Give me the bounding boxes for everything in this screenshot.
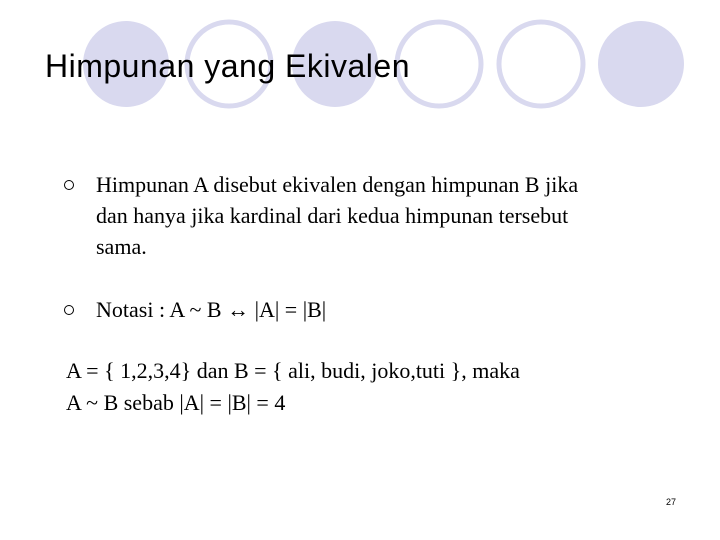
definition-line-3: sama. [96,234,147,259]
example-line-2: A ~ B sebab |A| = |B| = 4 [66,390,286,415]
slide-title: Himpunan yang Ekivalen [45,48,410,84]
page-number: 27 [666,497,677,507]
example-line-1: A = { 1,2,3,4} dan B = { ali, budi, joko,tuti }, maka [66,358,520,383]
definition-line-2: dan hanya jika kardinal dari kedua himpunan tersebut [96,203,569,228]
notation-line: Notasi : A ~ B ↔ |A| = |B| [96,297,327,322]
definition-line-1: Himpunan A disebut ekivalen dengan himpunan B jika [96,172,579,197]
bullet-icon [64,305,74,315]
circle-outline-3 [499,22,583,106]
bullet-icon [64,180,74,190]
circle-filled-3 [598,21,684,107]
